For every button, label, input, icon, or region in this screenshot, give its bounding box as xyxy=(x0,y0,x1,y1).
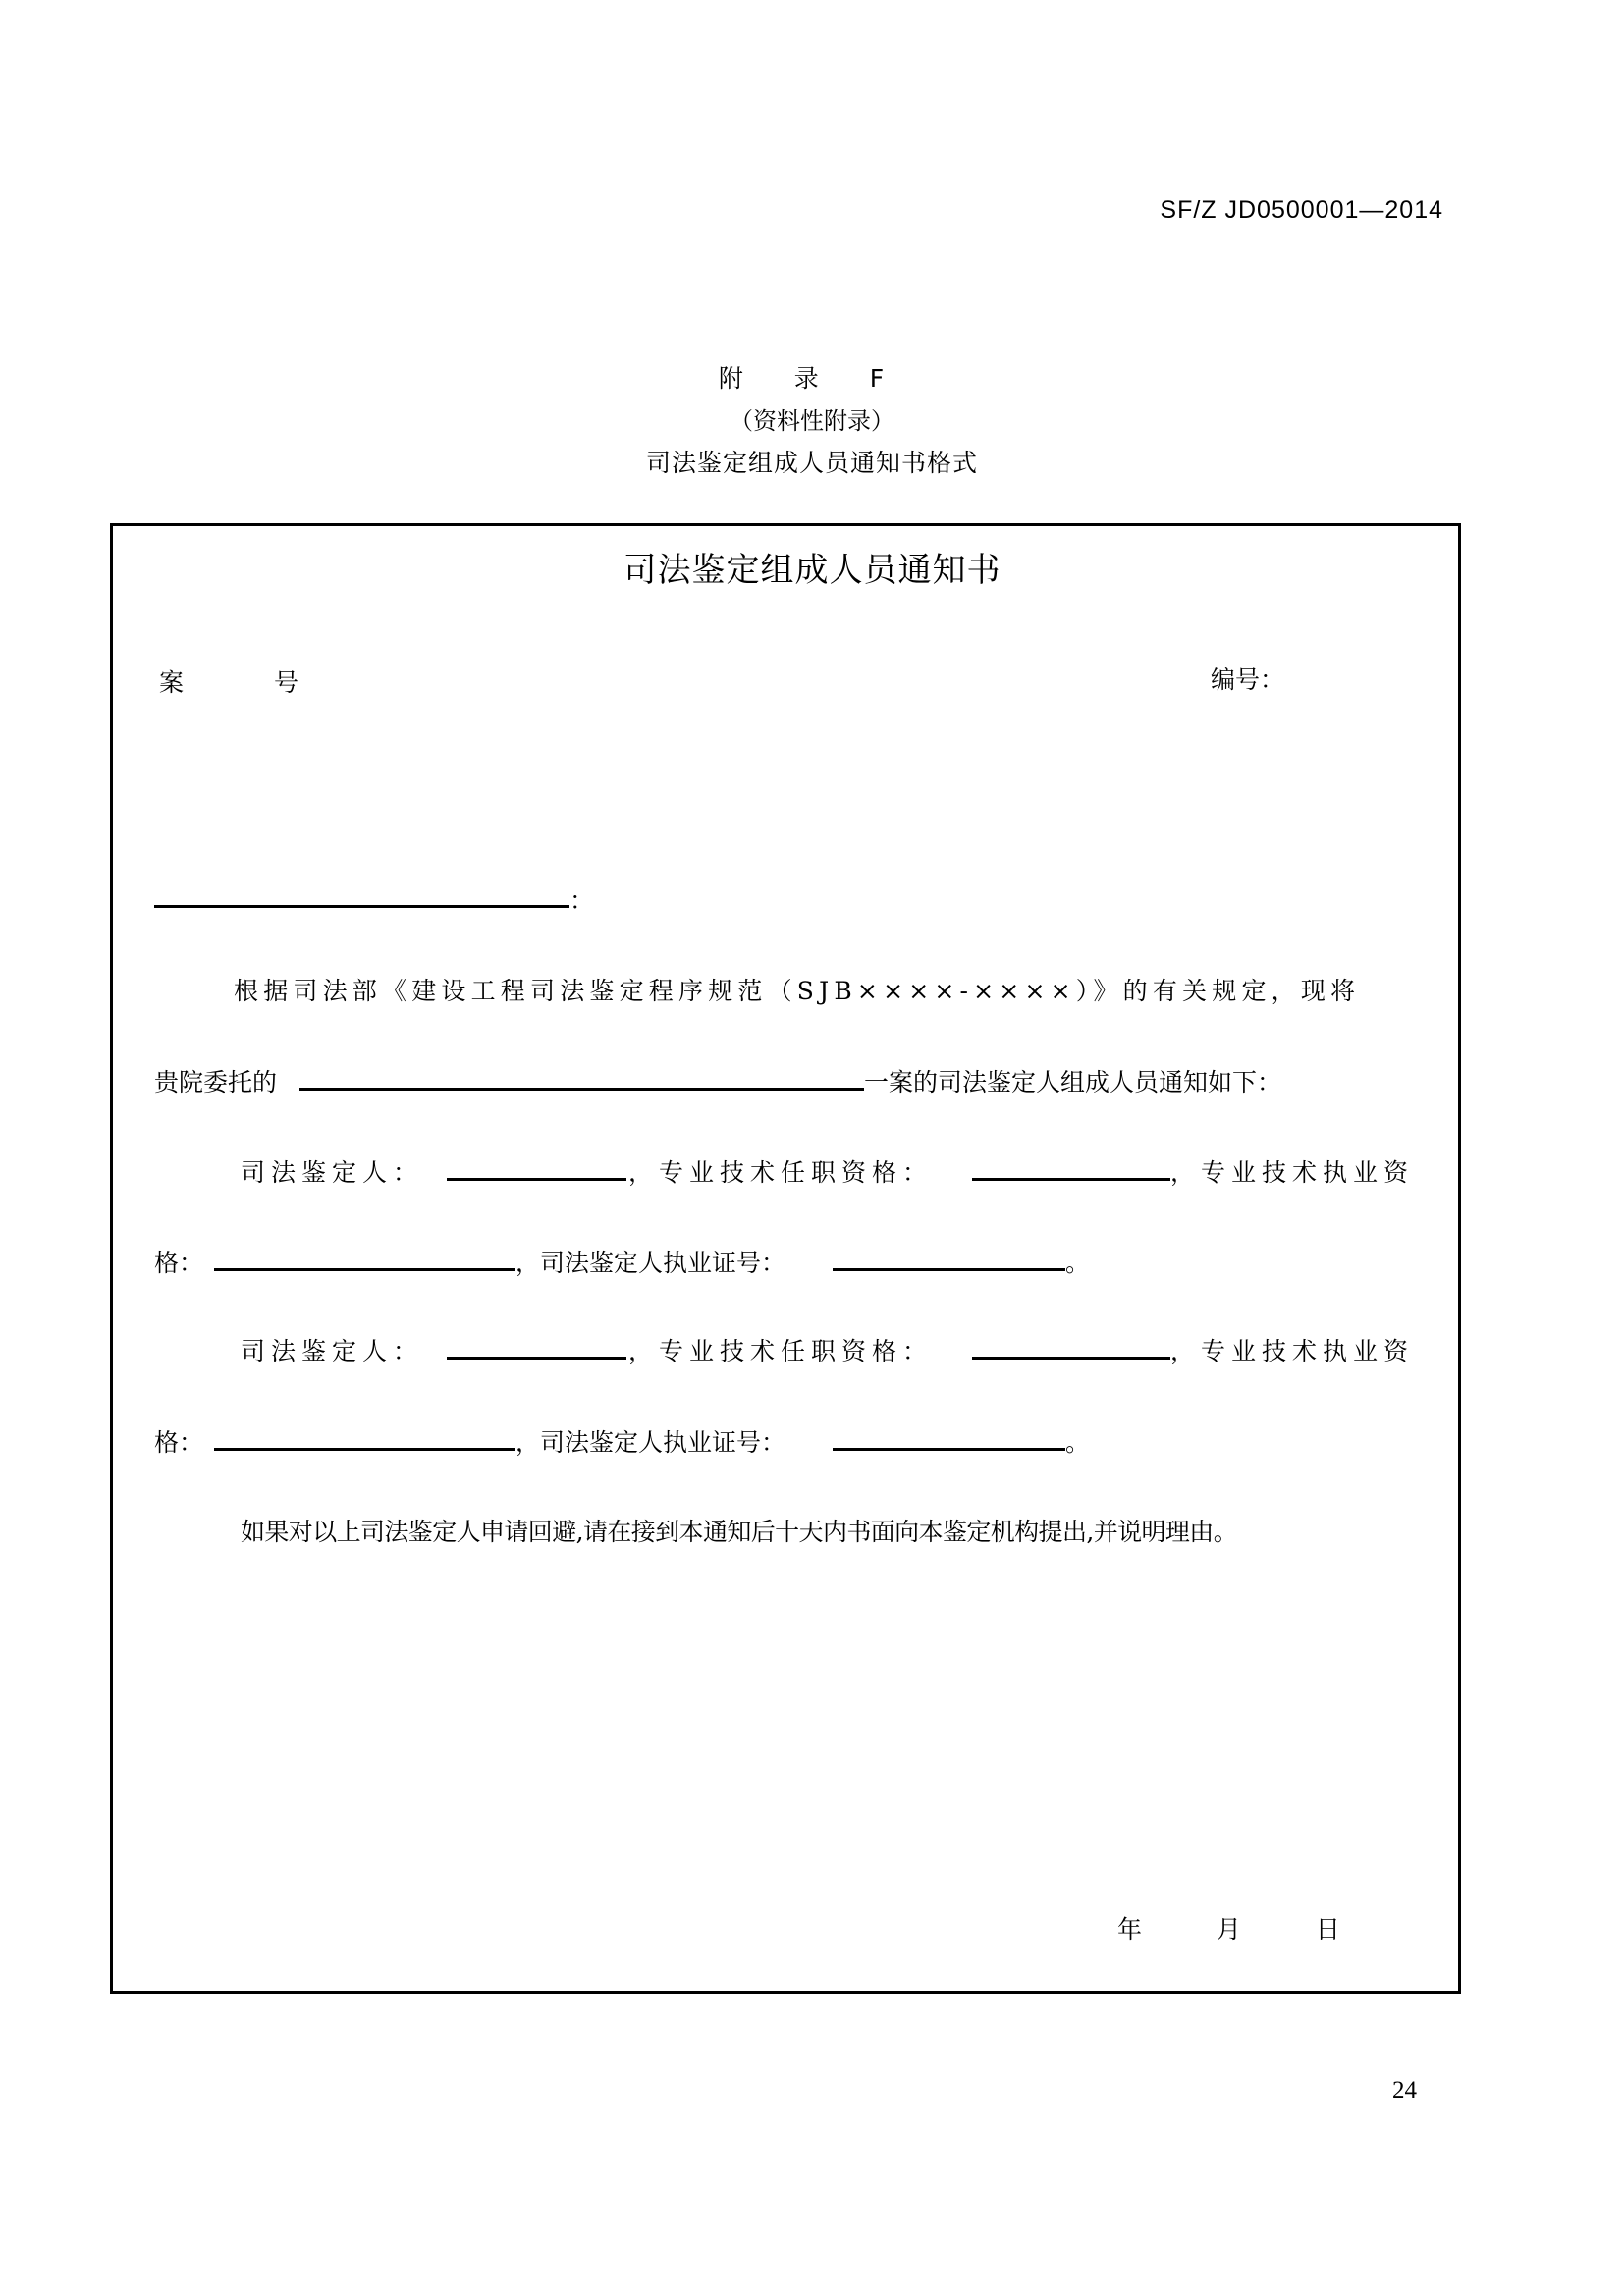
page-number: 24 xyxy=(1392,2077,1417,2104)
expert-1-end: 。 xyxy=(1065,1249,1091,1277)
expert-1-practice-label-a: ，专业技术执业资 xyxy=(1170,1158,1415,1187)
appendix-title: 附 录 F xyxy=(718,364,906,393)
expert-2-practice-blank[interactable] xyxy=(214,1448,515,1451)
appendix-name: 司法鉴定组成人员通知书格式 xyxy=(645,449,978,477)
expert-1-label: 司法鉴定人： xyxy=(241,1158,424,1187)
standard-code: SF/Z JD0500001—2014 xyxy=(1160,196,1443,224)
expert-2-practice-label-b: 格： xyxy=(154,1428,204,1457)
case-name-blank[interactable] xyxy=(299,1088,864,1091)
intro-line-2-suffix: 一案的司法鉴定人组成人员通知如下： xyxy=(864,1068,1282,1096)
expert-1-title-label: ，专业技术任职资格： xyxy=(628,1158,934,1187)
expert-1-name-blank[interactable] xyxy=(447,1178,626,1181)
expert-2-license-blank[interactable] xyxy=(833,1448,1065,1451)
addressee-blank[interactable] xyxy=(154,905,569,908)
expert-2-license-label: ，司法鉴定人执业证号： xyxy=(515,1428,786,1457)
expert-1-practice-blank[interactable] xyxy=(214,1268,515,1271)
expert-1-license-label: ，司法鉴定人执业证号： xyxy=(515,1249,786,1277)
case-number-label: 案 号 xyxy=(159,668,340,697)
expert-2-title-label: ，专业技术任职资格： xyxy=(628,1337,934,1365)
expert-2-title-blank[interactable] xyxy=(972,1357,1170,1360)
expert-1-practice-label-b: 格： xyxy=(154,1249,204,1277)
expert-1-license-blank[interactable] xyxy=(833,1268,1065,1271)
expert-2-practice-label-a: ，专业技术执业资 xyxy=(1170,1337,1415,1365)
expert-1-title-blank[interactable] xyxy=(972,1178,1170,1181)
serial-number-label: 编号： xyxy=(1211,666,1285,694)
intro-line-1: 根据司法部《建设工程司法鉴定程序规范（SJB××××-××××）》的有关规定，现将 xyxy=(234,977,1361,1005)
addressee-colon: ： xyxy=(569,886,595,915)
date-label: 年 月 日 xyxy=(1117,1915,1374,1944)
expert-2-label: 司法鉴定人： xyxy=(241,1337,424,1365)
intro-line-2-prefix: 贵院委托的 xyxy=(154,1068,278,1096)
recusal-notice: 如果对以上司法鉴定人申请回避,请在接到本通知后十天内书面向本鉴定机构提出,并说明理由。 xyxy=(241,1518,1238,1546)
appendix-subtitle: （资料性附录） xyxy=(730,407,894,435)
expert-2-end: 。 xyxy=(1065,1428,1091,1457)
form-title: 司法鉴定组成人员通知书 xyxy=(623,551,1001,590)
expert-2-name-blank[interactable] xyxy=(447,1357,626,1360)
